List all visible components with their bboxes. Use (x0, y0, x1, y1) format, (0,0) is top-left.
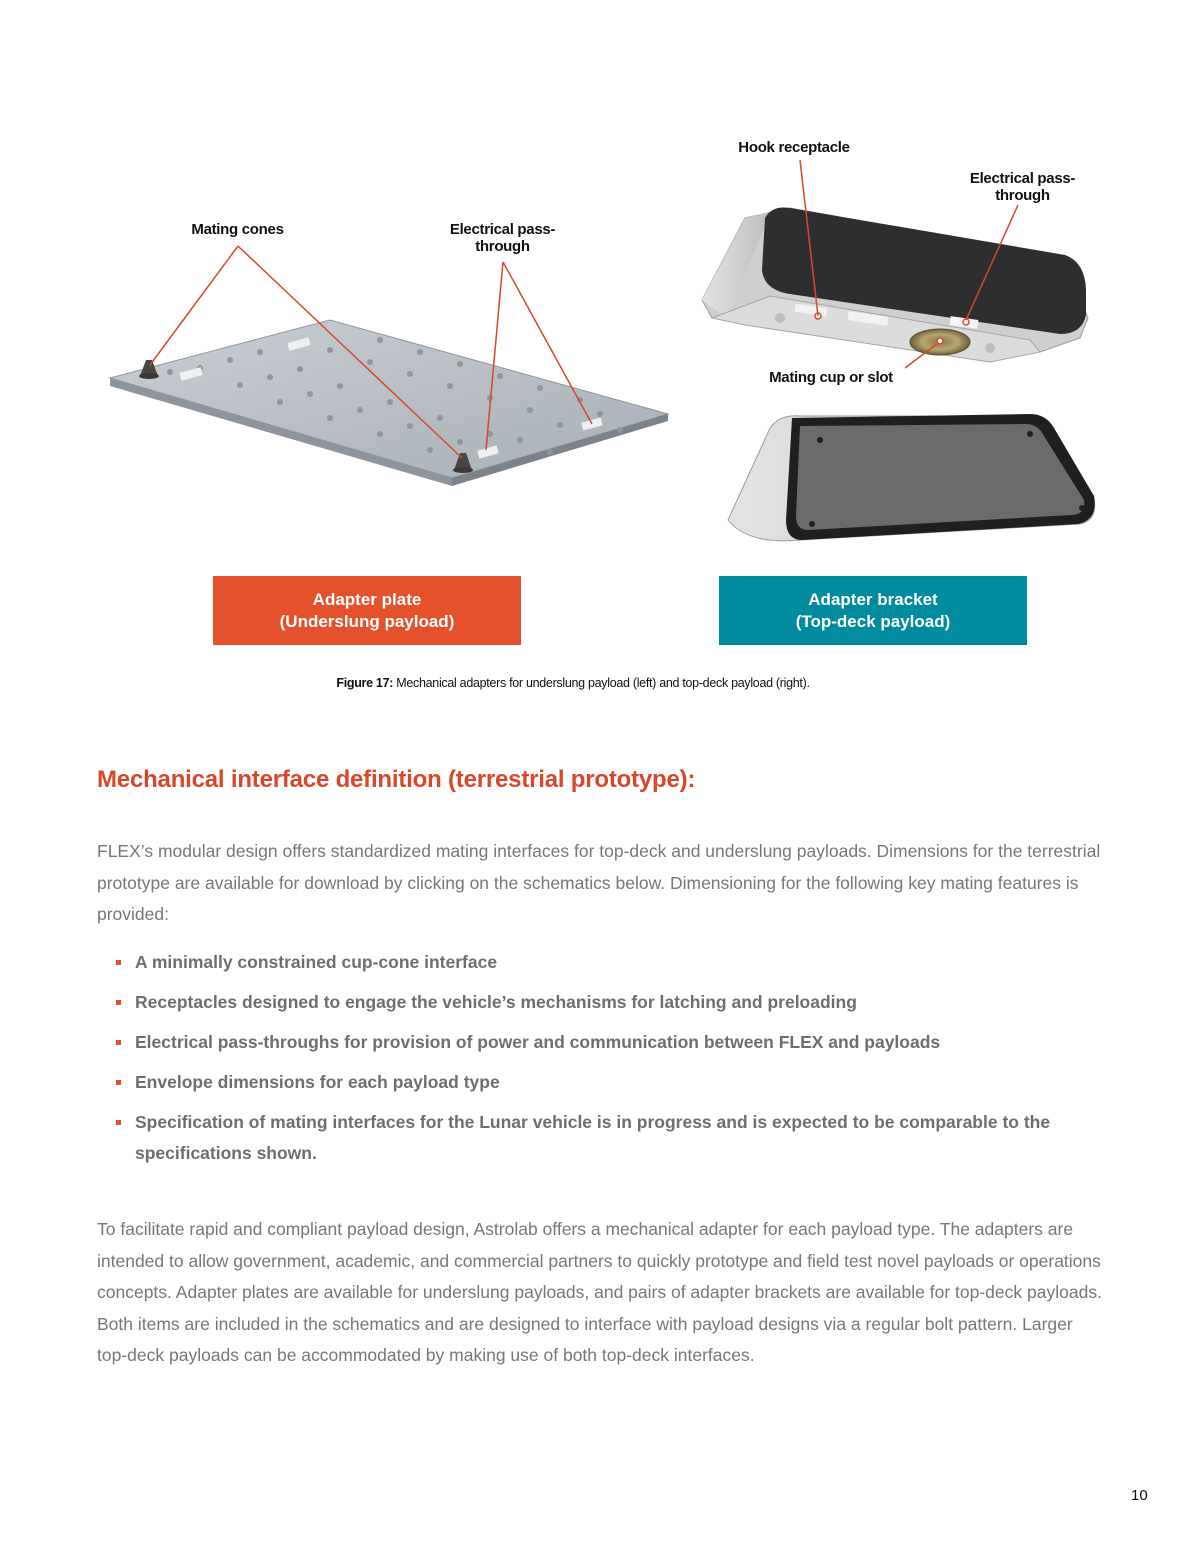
callout-line-2: through (995, 187, 1050, 204)
list-item-text: Envelope dimensions for each payload type (135, 1072, 500, 1092)
badge-line-1: Adapter plate (312, 589, 422, 609)
callout-hook-receptacle: Hook receptacle (738, 139, 850, 156)
adapter-plate-drawing (110, 320, 668, 486)
list-item-text: Receptacles designed to engage the vehicle’s mechanisms for latching and preloading (135, 992, 857, 1012)
badge-line-2: (Top-deck payload) (795, 611, 951, 631)
closing-paragraph: To facilitate rapid and compliant payload design, Astrolab offers a mechanical adapter for each payload type. The adapters are intended to allow government, academic, and commercial partners to quickly prototype and field test novel payloads or operations concepts. Adapter plates are available for underslung payloads, and pairs of adapter brackets are available for top-deck payloads. Both items are included in the schematics and are designed to interface with payload designs via a regular bolt pattern. Larger top-deck payloads can be accommodated by making use of both top-deck interfaces. (97, 1219, 1102, 1365)
badge-line-2: (Underslung payload) (279, 611, 455, 631)
callout-line-2: through (475, 238, 530, 255)
callout-mating-cup: Mating cup or slot (769, 369, 893, 386)
bullet-icon (116, 1120, 121, 1125)
list-item-text: Electrical pass-throughs for provision of power and communication between FLEX and payloads (135, 1032, 941, 1052)
adapter-bracket-top-view (728, 414, 1095, 541)
badge-line-1: Adapter bracket (808, 589, 938, 609)
bullet-icon (116, 960, 121, 965)
callout-mating-cones: Mating cones (191, 221, 284, 238)
callout-line-1: Electrical pass- (969, 170, 1076, 187)
figure-caption (0, 676, 1146, 690)
callout-electrical-pass-through-left (430, 221, 575, 255)
section-heading: Mechanical interface definition (terrestrial prototype): (97, 766, 696, 793)
badge-adapter-bracket (719, 576, 1027, 645)
callout-line-1: Electrical pass- (449, 221, 556, 238)
list-item (113, 947, 1108, 978)
caption-text: Mechanical adapters for underslung payload (left) and top-deck payload (right). (393, 676, 810, 690)
list-item (113, 987, 1108, 1018)
list-item-text: Specification of mating interfaces for the Lunar vehicle is in progress and is expected to be comparable to the specifications shown. (135, 1112, 1051, 1163)
callout-electrical-pass-through-right (950, 170, 1095, 204)
bullet-icon (116, 1000, 121, 1005)
list-item (113, 1107, 1108, 1169)
badge-adapter-plate (213, 576, 521, 645)
feature-list (113, 947, 1108, 1178)
figure-17 (0, 0, 1200, 700)
adapter-bracket-bottom-view (702, 207, 1088, 362)
caption-label: Figure 17: (336, 676, 394, 690)
list-item (113, 1067, 1108, 1098)
bullet-icon (116, 1080, 121, 1085)
list-item (113, 1027, 1108, 1058)
list-item-text: A minimally constrained cup-cone interface (135, 952, 498, 972)
page-number: 10 (1131, 1487, 1148, 1504)
intro-paragraph: FLEX’s modular design offers standardized mating interfaces for top-deck and underslung payloads. Dimensions for the terrestrial prototype are available for download by clicking on the schematics below. Dimensioning for the following key mating features is provided: (97, 841, 1101, 924)
bullet-icon (116, 1040, 121, 1045)
